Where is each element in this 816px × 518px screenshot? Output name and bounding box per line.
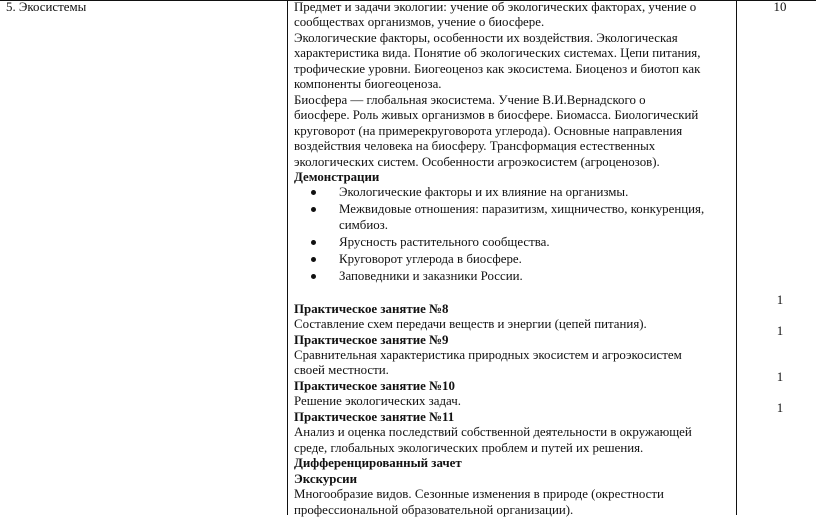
list-item-text: Заповедники и заказники России.	[339, 268, 523, 283]
lead-line: характеристика вида. Понятие об экологических системах. Цепи питания,	[294, 46, 701, 61]
excursions-heading: Экскурсии	[294, 471, 358, 486]
demonstrations-heading: Демонстрации	[294, 169, 380, 184]
spacer	[294, 286, 732, 302]
excursions-text: Многообразие видов. Сезонные изменения в природе (окрестности	[294, 487, 664, 502]
hours-practical-9: 1	[776, 324, 784, 338]
lead-line: экологических систем. Особенности агроэкосистем (агроценозов).	[294, 154, 660, 169]
practical-8-title: Практическое занятие №8	[294, 301, 449, 316]
differentiated-credit: Дифференцированный зачет	[294, 456, 462, 471]
list-item	[294, 235, 732, 250]
lead-line: биосфере. Роль живых организмов в биосфере. Биомасса. Биологический	[294, 108, 699, 123]
demonstrations-list	[294, 185, 732, 284]
section-title: 5. Экосистемы	[6, 0, 87, 14]
lead-line: компоненты биогеоценоза.	[294, 77, 442, 92]
list-item	[294, 252, 732, 267]
bullet-icon	[311, 240, 316, 245]
hours-practical-8: 1	[776, 293, 784, 307]
hours-cell	[744, 0, 816, 515]
list-item-text: Экологические факторы и их влияние на организмы.	[339, 185, 629, 200]
practical-11-text: Анализ и оценка последствий собственной деятельности в окружающей	[294, 425, 692, 440]
practical-8-text: Составление схем передачи веществ и энергии (цепей питания).	[294, 317, 647, 332]
lead-line: Предмет и задачи экологии: учение об экологических факторах, учение о	[294, 0, 697, 14]
bullet-icon	[311, 274, 316, 279]
lead-line: воздействия человека на биосферу. Трансформация естественных	[294, 139, 656, 154]
list-item	[294, 202, 732, 233]
practical-9-text: своей местности.	[294, 363, 389, 378]
practical-11-text: среде, глобальных экологических проблем и путей их решения.	[294, 440, 644, 455]
list-item-text: Ярусность растительного сообщества.	[339, 234, 550, 249]
content-lead	[294, 0, 732, 170]
list-item	[294, 269, 732, 284]
practical-11-title: Практическое занятие №11	[294, 409, 455, 424]
bullet-icon	[311, 257, 316, 262]
lead-line: Экологические факторы, особенности их воздействия. Экологическая	[294, 30, 678, 45]
list-item-text: симбиоз.	[339, 217, 388, 232]
lead-line: Биосфера — глобальная экосистема. Учение В.И.Вернадского о	[294, 92, 646, 107]
bullet-icon	[311, 207, 316, 212]
hours-practical-10: 1	[776, 370, 784, 384]
lead-line: сообществах организмов, учение о биосфере.	[294, 15, 545, 30]
practical-10-title: Практическое занятие №10	[294, 378, 455, 393]
table-divider-col1	[287, 0, 288, 515]
content-cell	[294, 0, 732, 518]
section-cell	[6, 0, 276, 15]
hours-practical-11: 1	[776, 401, 784, 415]
lead-line: трофические уровни. Биогеоценоз как экосистема. Биоценоз и биотоп как	[294, 61, 701, 76]
practical-9-text: Сравнительная характеристика природных экосистем и агроэкосистем	[294, 348, 682, 363]
table-divider-col2	[736, 0, 737, 515]
practical-10-text: Решение экологических задач.	[294, 394, 461, 409]
hours-total: 10	[773, 0, 787, 14]
lead-line: круговорот (на примерекруговорота углерода). Основные направления	[294, 123, 683, 138]
list-item-text: Межвидовые отношения: паразитизм, хищничество, конкуренция,	[339, 202, 705, 217]
excursions-text: профессиональной образовательной организации).	[294, 502, 574, 517]
bullet-icon	[311, 190, 316, 195]
practical-9-title: Практическое занятие №9	[294, 332, 449, 347]
list-item-text: Круговорот углерода в биосфере.	[339, 251, 522, 266]
list-item	[294, 185, 732, 200]
